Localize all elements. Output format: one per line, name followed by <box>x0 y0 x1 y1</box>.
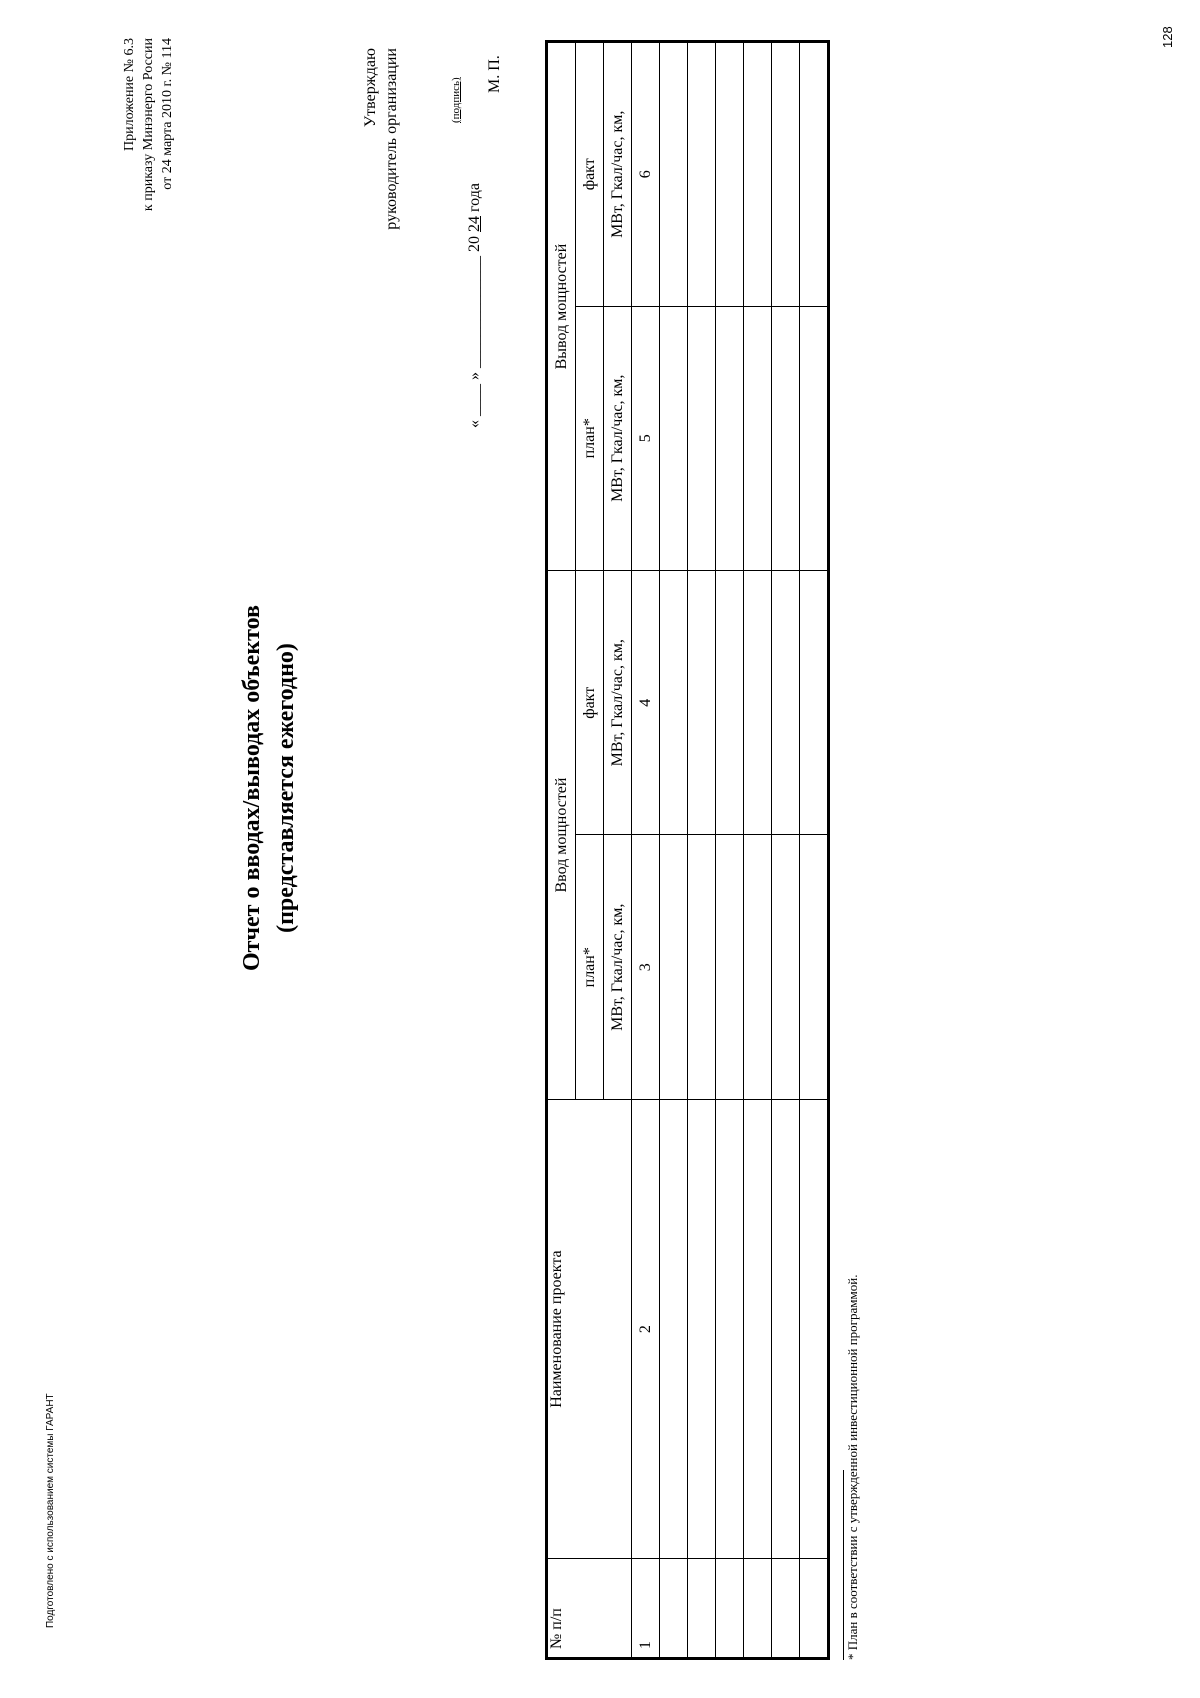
units-input-plan: МВт, Гкал/час, км, <box>604 835 632 1099</box>
header-output-plan: план* <box>576 306 604 570</box>
table-cell[interactable] <box>660 306 688 570</box>
header-input-capacity: Ввод мощностей <box>547 571 576 1100</box>
header-project-name: Наименование проекта <box>547 1099 632 1558</box>
table-cell[interactable] <box>716 835 744 1099</box>
column-number: 3 <box>632 835 660 1099</box>
table-cell[interactable] <box>688 42 716 307</box>
table-cell[interactable] <box>772 306 800 570</box>
table-row <box>744 42 772 1659</box>
table-cell[interactable] <box>716 306 744 570</box>
appendix-reference <box>120 38 177 278</box>
table-cell[interactable] <box>688 1099 716 1558</box>
column-number: 6 <box>632 42 660 307</box>
table-row <box>800 42 829 1659</box>
table-cell[interactable] <box>716 1099 744 1558</box>
head-of-organization-label: руководитель организации <box>383 48 400 230</box>
table-cell[interactable] <box>800 1559 829 1659</box>
year-suffix: года <box>466 183 483 212</box>
table-cell[interactable] <box>716 571 744 835</box>
table-cell[interactable] <box>744 42 772 307</box>
table-cell[interactable] <box>772 835 800 1099</box>
column-numbers-row <box>632 42 660 1659</box>
table-cell[interactable] <box>744 306 772 570</box>
appendix-line-3: от 24 марта 2010 г. № 114 <box>160 38 175 190</box>
table-cell[interactable] <box>800 306 829 570</box>
table-cell[interactable] <box>688 571 716 835</box>
table-cell[interactable] <box>744 571 772 835</box>
header-output-fact: факт <box>576 42 604 307</box>
table-cell[interactable] <box>688 306 716 570</box>
table-cell[interactable] <box>772 1559 800 1659</box>
table-cell[interactable] <box>688 1559 716 1659</box>
title-line-1: Отчет о вводах/выводах объектов <box>239 605 265 971</box>
units-output-fact: МВт, Гкал/час, км, <box>604 42 632 307</box>
units-input-fact: МВт, Гкал/час, км, <box>604 571 632 835</box>
table-cell[interactable] <box>772 1099 800 1558</box>
header-output-capacity: Вывод мощностей <box>547 42 576 571</box>
date-prefix: « ____ » ______________ 20 <box>466 236 483 428</box>
appendix-line-2: к приказу Минэнерго России <box>141 38 156 212</box>
table-cell[interactable] <box>800 42 829 307</box>
table-cell[interactable] <box>744 1559 772 1659</box>
table-cell[interactable] <box>744 1099 772 1558</box>
signature-caption: (подпись) <box>450 77 462 123</box>
column-number: 2 <box>632 1099 660 1558</box>
table-cell[interactable] <box>660 1559 688 1659</box>
header-num: № п/п <box>547 1559 632 1659</box>
footnote-separator <box>843 1470 844 1660</box>
header-input-fact: факт <box>576 571 604 835</box>
date-line <box>466 183 484 428</box>
column-number: 5 <box>632 306 660 570</box>
header-input-plan: план* <box>576 835 604 1099</box>
table-cell[interactable] <box>716 1559 744 1659</box>
table-row <box>716 42 744 1659</box>
table-cell[interactable] <box>716 42 744 307</box>
approval-block <box>360 48 402 288</box>
table-row <box>688 42 716 1659</box>
appendix-line-1: Приложение № 6.3 <box>122 38 137 151</box>
year-value: 24 <box>466 216 483 232</box>
table-cell[interactable] <box>800 571 829 835</box>
signature-date-block <box>450 48 510 428</box>
table-cell[interactable] <box>744 835 772 1099</box>
title-line-2: (представляется ежегодно) <box>273 643 299 933</box>
table-row <box>660 42 688 1659</box>
column-number: 4 <box>632 571 660 835</box>
document-title <box>235 528 303 1048</box>
table-cell[interactable] <box>660 42 688 307</box>
table-row <box>772 42 800 1659</box>
footnote: * План в соответствии с утвержденной инвестиционной программой. <box>845 1274 860 1660</box>
table-cell[interactable] <box>660 1099 688 1558</box>
stamp-place: М. П. <box>486 55 503 93</box>
prepared-with-garant-note: Подготовлено с использованием системы ГАРАНТ <box>45 1393 56 1628</box>
table-cell[interactable] <box>800 1099 829 1558</box>
column-number: 1 <box>632 1559 660 1659</box>
table-cell[interactable] <box>660 571 688 835</box>
report-table <box>545 40 830 1660</box>
approve-word: Утверждаю <box>362 48 379 128</box>
page-number: 128 <box>1160 26 1175 48</box>
table-cell[interactable] <box>660 835 688 1099</box>
units-output-plan: МВт, Гкал/час, км, <box>604 306 632 570</box>
table-cell[interactable] <box>772 571 800 835</box>
table-cell[interactable] <box>772 42 800 307</box>
table-cell[interactable] <box>800 835 829 1099</box>
table-cell[interactable] <box>688 835 716 1099</box>
